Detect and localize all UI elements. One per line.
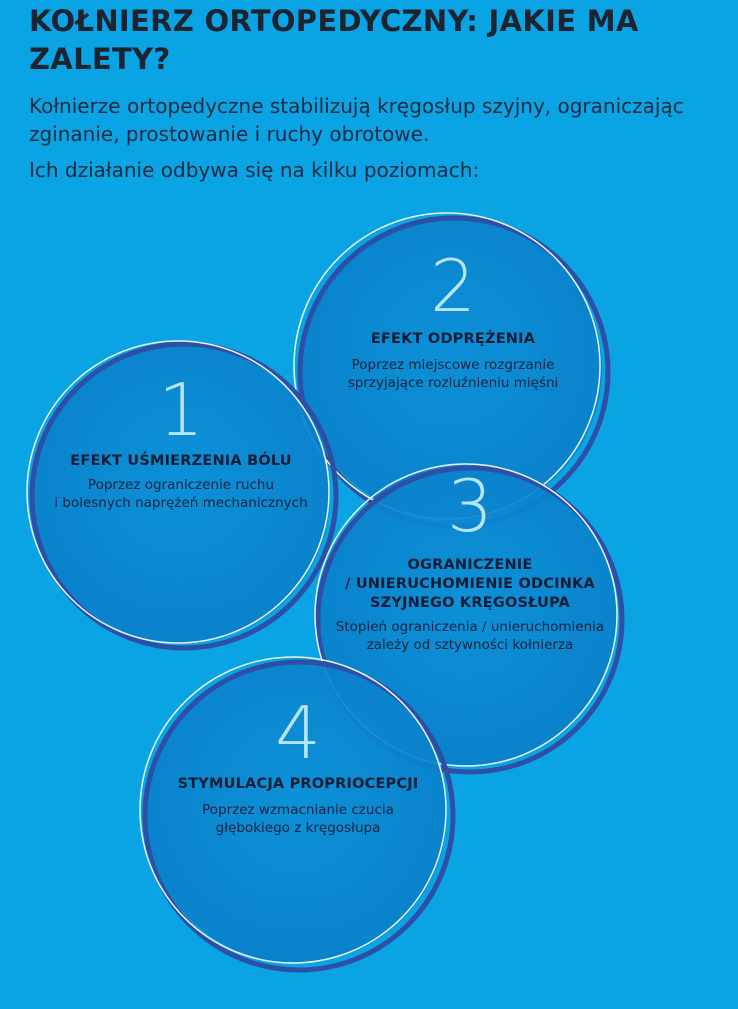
level-4-desc-line1: Poprzez wzmacnianie czucia — [202, 802, 394, 818]
level-1-content — [41, 368, 321, 512]
level-2-desc-line2: sprzyjające rozluźnieniu mięśni — [347, 375, 559, 391]
level-1-desc-line2: i bolesnych naprężeń mechanicznych — [54, 495, 308, 511]
level-2-number: 2 — [430, 244, 476, 328]
level-4-desc-line2: głębokiego z kręgosłupa — [215, 820, 381, 836]
level-1-desc-line1: Poprzez ograniczenie ruchu — [87, 477, 275, 493]
level-2-heading: EFEKT ODPRĘŻENIA — [370, 331, 536, 347]
level-4-heading: STYMULACJA PROPRIOCEPCJI — [177, 776, 419, 792]
level-1-number: 1 — [158, 368, 204, 452]
page-title: KOŁNIERZ ORTOPEDYCZNY: JAKIE MA ZALETY? — [29, 4, 639, 76]
level-3-number: 3 — [447, 464, 493, 548]
intro-text: Kołnierze ortopedyczne stabilizują kręgosłup szyjny, ograniczając zginanie, prostowanie i ruchy obrotowe. — [29, 94, 684, 146]
intro-subtext: Ich działanie odbywa się na kilku poziomach: — [29, 158, 480, 182]
level-4-number: 4 — [275, 691, 321, 775]
level-2-desc-line1: Poprzez miejscowe rozgrzanie — [351, 357, 555, 373]
level-2-content — [313, 244, 593, 392]
level-4-content — [148, 691, 448, 837]
level-3-desc-line1: Stopień ograniczenia / unieruchomienia — [335, 619, 605, 635]
level-3-heading-line3: SZYJNEGO KRĘGOSŁUPA — [369, 595, 571, 611]
level-3-desc-line2: zależy od sztywności kołnierza — [366, 637, 574, 653]
level-3-heading-line2: / UNIERUCHOMIENIE ODCINKA — [345, 576, 595, 592]
level-3-content — [320, 464, 620, 654]
level-1-heading: EFEKT UŚMIERZENIA BÓLU — [70, 453, 292, 469]
level-3-heading-line1: OGRANICZENIE — [407, 557, 533, 573]
